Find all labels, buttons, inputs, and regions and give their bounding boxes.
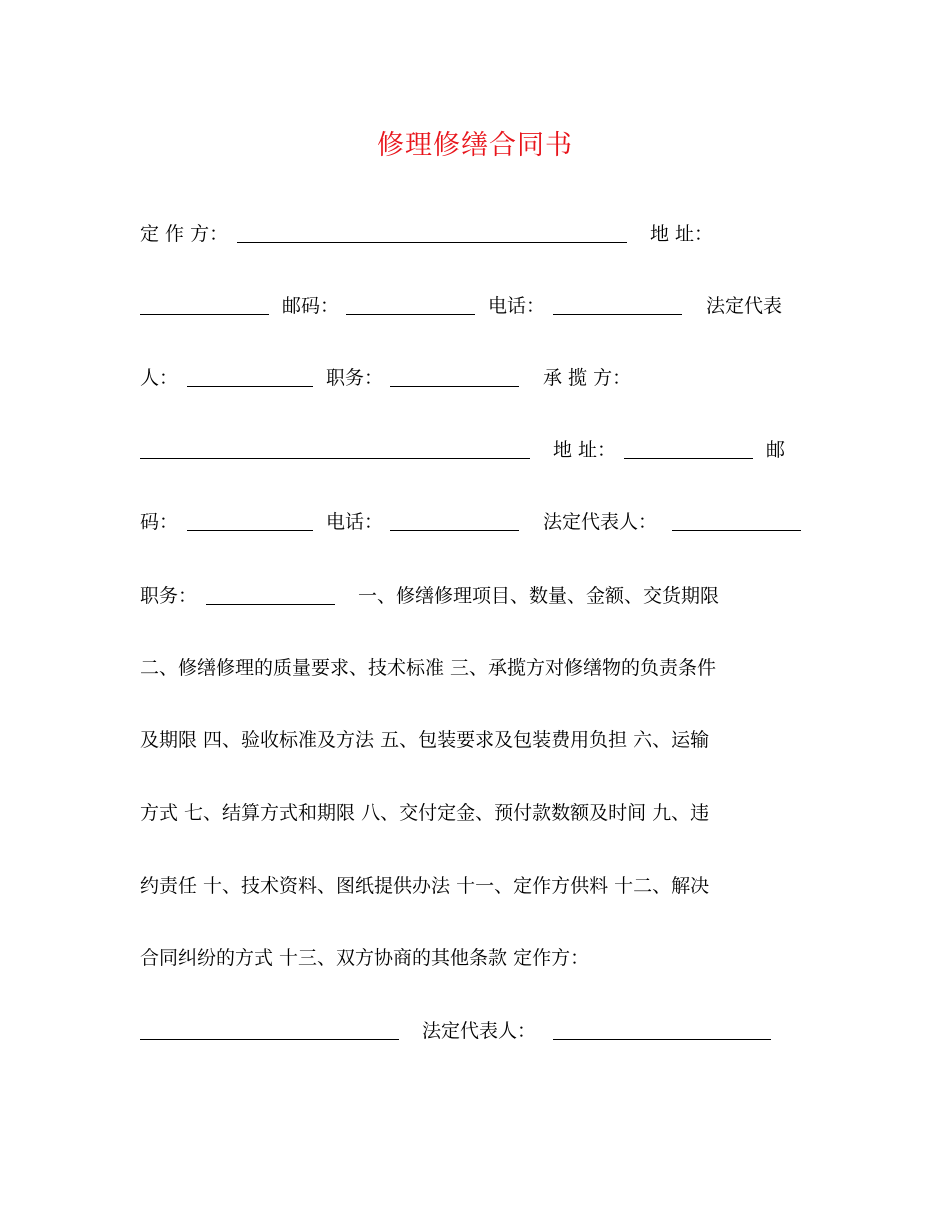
contract-text: 承 揽 方： [543,367,632,389]
fill-in-blank-line[interactable] [237,216,627,243]
contract-line [140,216,820,252]
fill-in-blank-line[interactable] [390,504,519,531]
contract-text: 定 作 方： [140,223,229,245]
contract-text: 法定代表人： [422,1020,537,1042]
contract-line [140,722,820,758]
fill-in-blank-line[interactable] [624,432,753,459]
fill-in-blank-line[interactable] [187,504,313,531]
contract-text: 地 址： [553,439,617,461]
contract-text: 约责任 十、技术资料、图纸提供办法 十一、定作方供料 十二、解决 [140,875,710,897]
contract-text: 电话： [488,295,546,317]
contract-line [140,578,820,614]
fill-in-blank-line[interactable] [346,288,475,315]
fill-in-blank-line[interactable] [553,288,682,315]
fill-in-blank-line[interactable] [672,504,801,531]
contract-text: 邮 [766,439,786,461]
contract-text: 地 址： [650,223,714,245]
contract-text: 法定代表人： [543,511,658,533]
contract-text: 职务： [326,367,384,389]
contract-text: 及期限 四、验收标准及方法 五、包装要求及包装费用负担 六、运输 [140,729,710,751]
contract-line [140,1013,820,1049]
document-title: 修理修缮合同书 [377,130,573,161]
contract-text: 电话： [326,511,384,533]
contract-line [140,795,820,831]
contract-text: 码： [140,511,179,533]
contract-line [140,940,820,976]
contract-text: 法定代表 [706,295,783,317]
contract-line [140,650,820,686]
fill-in-blank-line[interactable] [206,578,335,605]
contract-text: 邮码： [282,295,340,317]
contract-line [140,432,820,468]
fill-in-blank-line[interactable] [390,360,519,387]
fill-in-blank-line[interactable] [553,1013,771,1040]
contract-text: 二、修缮修理的质量要求、技术标准 三、承揽方对修缮物的负责条件 [140,657,717,679]
fill-in-blank-line[interactable] [140,288,269,315]
contract-text: 职务： [140,585,198,607]
contract-line [140,288,820,324]
contract-text: 合同纠纷的方式 十三、双方协商的其他条款 定作方： [140,947,590,969]
contract-text: 人： [140,367,179,389]
contract-line [140,360,820,396]
contract-text: 方式 七、结算方式和期限 八、交付定金、预付款数额及时间 九、违 [140,802,710,824]
fill-in-blank-line[interactable] [140,432,530,459]
fill-in-blank-line[interactable] [187,360,313,387]
contract-text: 一、修缮修理项目、数量、金额、交货期限 [358,585,720,607]
contract-line [140,504,820,540]
fill-in-blank-line[interactable] [140,1013,399,1040]
contract-line [140,868,820,904]
